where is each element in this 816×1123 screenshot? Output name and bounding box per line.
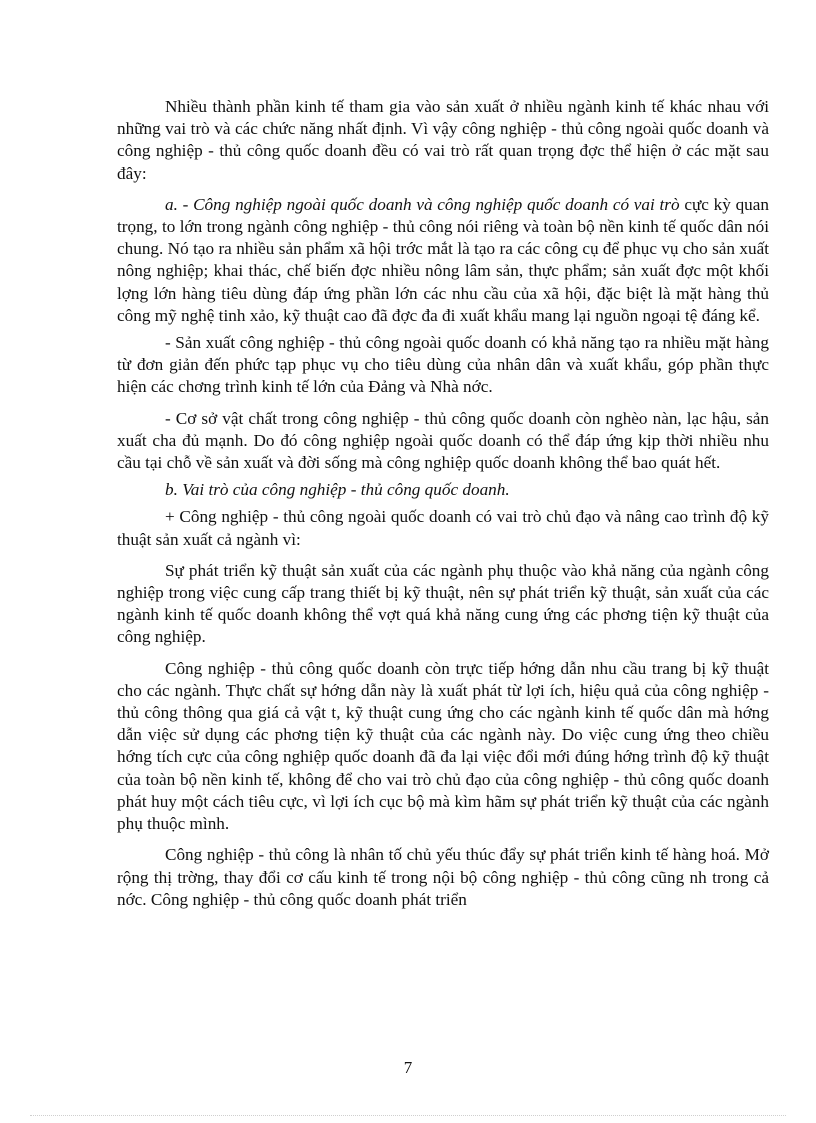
- paragraph-intro: Nhiều thành phần kinh tế tham gia vào sản xuất ở nhiều ngành kinh tế khác nhau với những vai trò và các chức năng nhất định. Vì vậy công nghiệp - thủ công ngoài quốc doanh và công nghiệp - thủ công quốc doanh đều có vai trò rất quan trọng đợc thể hiện ở các mặt sau đây:: [117, 97, 769, 183]
- paragraph-tech-development: Sự phát triển kỹ thuật sản xuất của các ngành phụ thuộc vào khả năng của ngành công nghiệp trong việc cung cấp trang thiết bị kỹ thuật, nên sự phát triển kỹ thuật, sản xuất của các ngành kinh tế quốc doanh không thể vợt quá khả năng cung ứng các phơng tiện kỹ thuật của công nghiệp.: [117, 560, 769, 647]
- paragraph-section-a: a. - Công nghiệp ngoài quốc doanh và công nghiệp quốc doanh có vai trò cực kỳ quan trọng, to lớn trong ngành công nghiệp - thủ công nói riêng và toàn bộ nền kinh tế quốc dân nói chung. Nó tạo ra nhiều sản phẩm xã hội trớc mắt là tạo ra các công cụ để phục vụ cho sản xuất nông nghiệp; khai thác, chế biến đợc nhiều nông lâm sản, thực phẩm; sản xuất đợc một khối lợng lớn hàng tiêu dùng đáp ứng phần lớn các nhu cầu của xã hội, đặc biệt là mặt hàng thủ công mỹ nghệ tinh xảo, kỹ thuật cao đã đợc đa đi xuất khẩu mang lại nguồn ngoại tệ đáng kể.: [117, 194, 769, 325]
- page-bottom-rule: [30, 1115, 786, 1116]
- paragraph-tech-guidance: Công nghiệp - thủ công quốc doanh còn trực tiếp hớng dẫn nhu cầu trang bị kỹ thuật cho các ngành. Thực chất sự hớng dẫn này là xuất phát từ lợi ích, hiệu quả của công nghiệp - thủ công thông qua giá cả vật t, kỹ thuật cung ứng cho các ngành kinh tế quốc dân mà hớng dẫn việc sử dụng các phơng tiện kỹ thuật của các ngành này. Do việc cung ứng theo chiều hớng tích cực của công nghiệp quốc doanh đã đa lại việc đổi mới đúng hớng trình độ kỹ thuật của toàn bộ nền kinh tế, không để cho vai trò chủ đạo của công nghiệp - thủ công quốc doanh phát huy một cách tiêu cực, vì lợi ích cục bộ mà kìm hãm sự phát triển kỹ thuật của các ngành phụ thuộc mình.: [117, 658, 769, 834]
- paragraph-market-growth: Công nghiệp - thủ công là nhân tố chủ yếu thúc đẩy sự phát triển kinh tế hàng hoá. Mở rộng thị trờng, thay đổi cơ cấu kinh tế trong nội bộ công nghiệp - thủ công cũng nh trong cả nớc. Công nghiệp - thủ công quốc doanh phát triển: [117, 845, 769, 909]
- paragraph-infrastructure: - Cơ sở vật chất trong công nghiệp - thủ công quốc doanh còn nghèo nàn, lạc hậu, sản xuất cha đủ mạnh. Do đó công nghiệp ngoài quốc doanh có thể đáp ứng kịp thời nhiều nhu cầu tại chỗ về sản xuất và đời sống mà công nghiệp quốc doanh không thể bao quát hết.: [117, 408, 769, 473]
- section-b-heading: b. Vai trò của công nghiệp - thủ công quốc doanh.: [165, 480, 510, 500]
- document-body: [117, 96, 769, 920]
- section-a-italic-text: a. - Công nghiệp ngoài quốc doanh và công nghiệp quốc doanh có vai trò: [165, 194, 680, 214]
- page-number: 7: [403, 1058, 413, 1077]
- paragraph-capacity: - Sản xuất công nghiệp - thủ công ngoài quốc doanh có khả năng tạo ra nhiều mặt hàng từ đơn giản đến phức tạp phục vụ cho tiêu dùng của nhân dân và xuất khẩu, góp phần thực hiện các chơng trình kinh tế lớn của Đảng và Nhà nớc.: [117, 333, 769, 397]
- paragraph-leading-role: + Công nghiệp - thủ công ngoài quốc doanh có vai trò chủ đạo và nâng cao trình độ kỹ thuật sản xuất cả ngành vì:: [117, 507, 769, 549]
